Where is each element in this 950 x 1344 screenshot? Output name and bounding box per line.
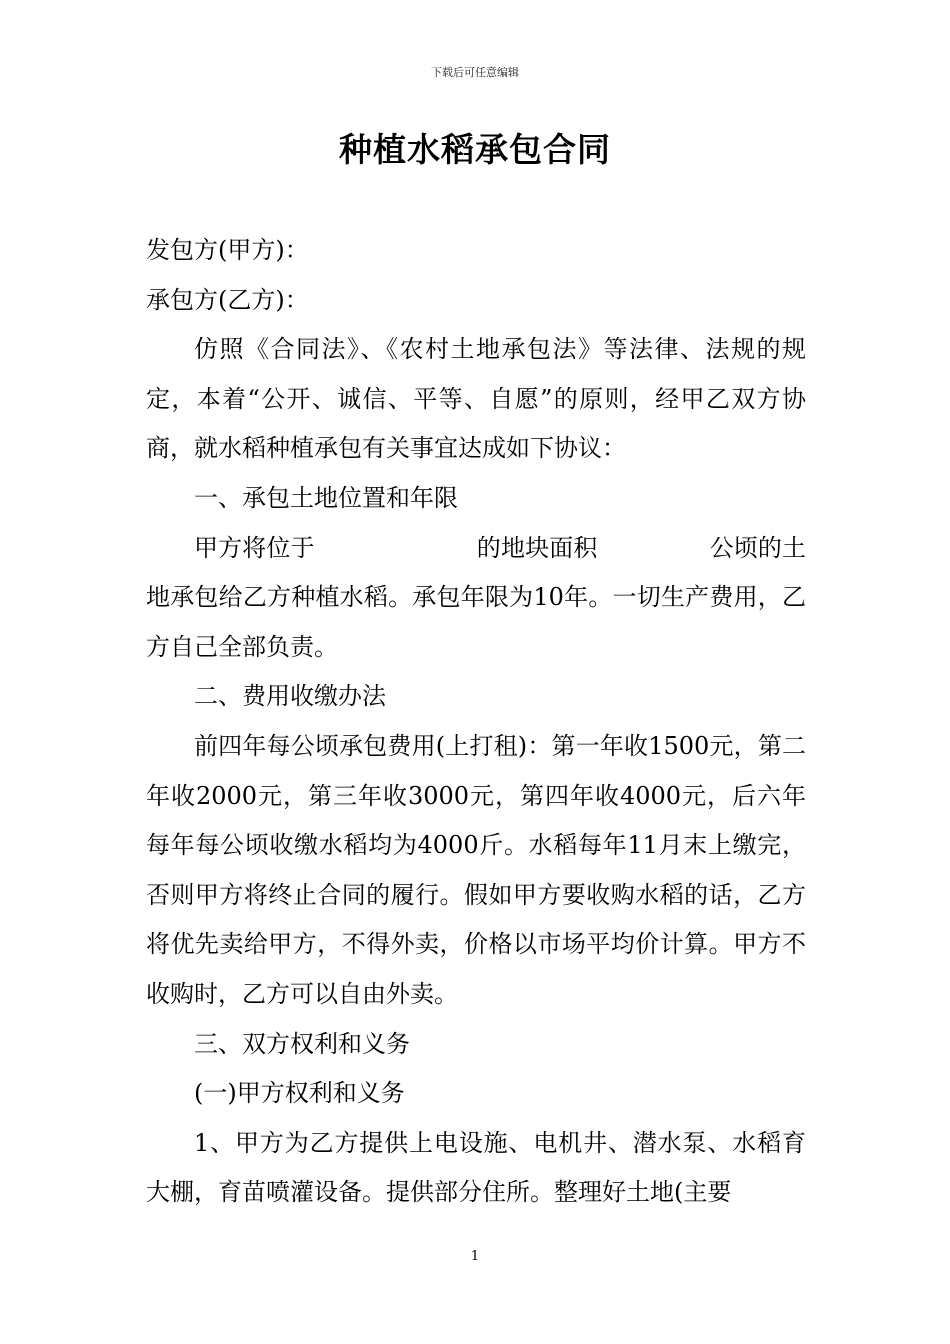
section1-heading: 一、承包土地位置和年限 (194, 483, 458, 512)
section3-item1: 1、甲方为乙方提供上电设施、电机井、潜水泵、水稻育大棚，育苗喷灌设备。提供部分住所。整理好土地(主要 (146, 1128, 806, 1207)
section1-text-after-area: 公顷的土地承包给乙方种植水稻。承包年限为10年。一切生产费用，乙方自己全部负责。 (146, 533, 807, 661)
area-blank (597, 555, 709, 556)
contract-body (146, 226, 806, 1218)
party-a-line: 发包方(甲方)： (146, 236, 309, 264)
section3-heading: 三、双方权利和义务 (194, 1029, 410, 1058)
party-b-line: 承包方(乙方)： (146, 285, 309, 314)
preamble-paragraph: 仿照《合同法》、《农村土地承包法》等法律、法规的规定，本着“公开、诚信、平等、自愿”的原则，经甲乙双方协商，就水稻种植承包有关事宜达成如下协议： (146, 335, 806, 463)
section3-subheading: (一)甲方权利和义务 (194, 1079, 405, 1108)
section2-paragraph: 前四年每公顷承包费用(上打租)：第一年收1500元，第二年收2000元，第三年收3000元，第四年收4000元，后六年每年每公顷收缴水稻均为4000斤。水稻每年11月末上缴完，否则甲方将终止合同的履行。假如甲方要收购水稻的话，乙方将优先卖给甲方，不得外卖，价格以市场平均价计算。甲方不收购时，乙方可以自由外卖。 (146, 731, 806, 1008)
page-number: 1 (470, 1249, 480, 1264)
section1-paragraph (146, 524, 806, 673)
section1-text-before-area: 的地块面积 (476, 533, 598, 562)
location-blank (315, 555, 477, 556)
section1-text-before-location: 甲方将位于 (194, 533, 315, 562)
header-note: 下载后可任意编辑 (431, 66, 519, 79)
section2-heading: 二、费用收缴办法 (194, 682, 386, 711)
document-title: 种植水稻承包合同 (339, 130, 611, 169)
